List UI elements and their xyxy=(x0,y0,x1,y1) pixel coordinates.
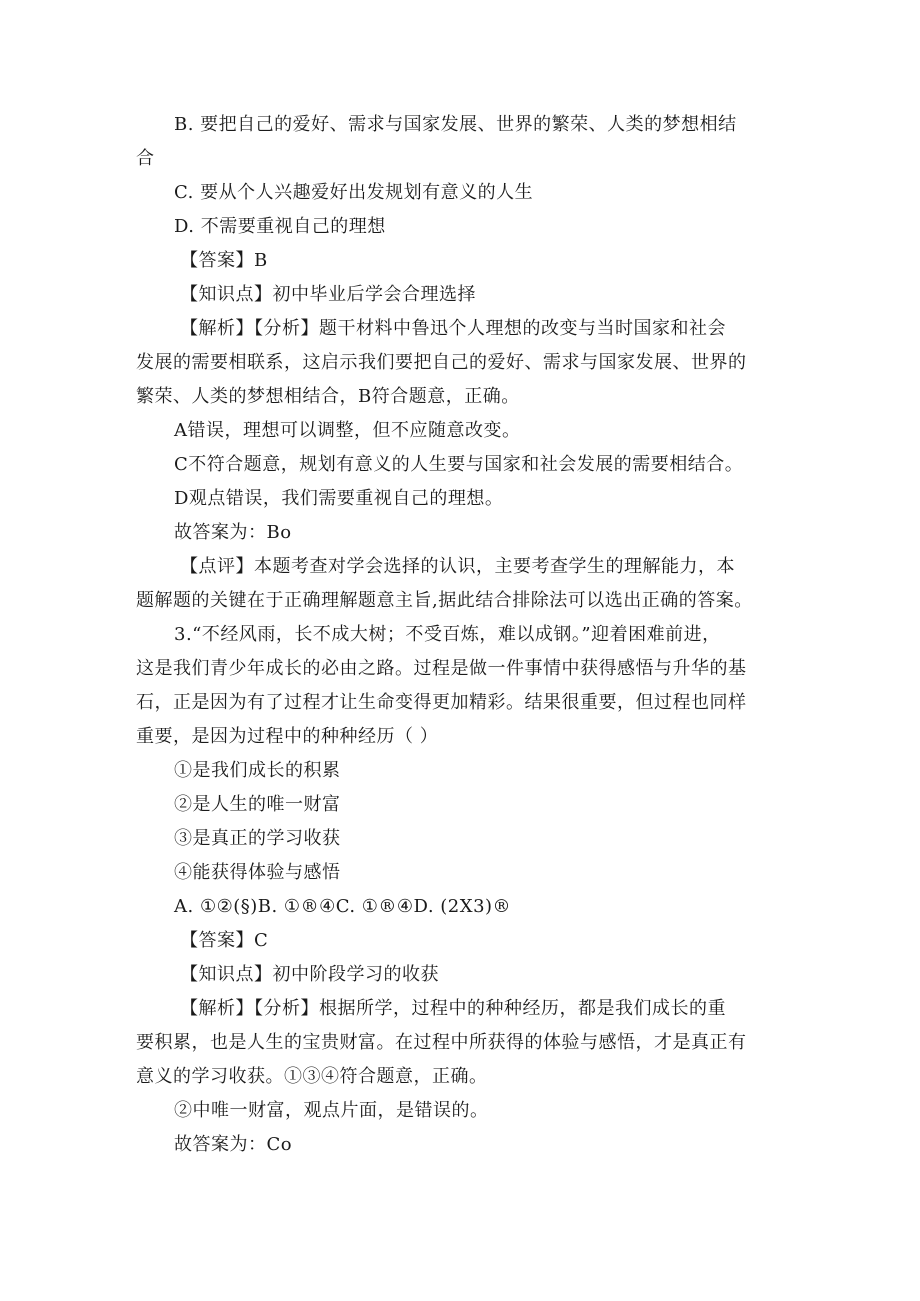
analysis-d: D观点错误，我们需要重视自己的理想。 xyxy=(174,488,504,509)
analysis-line-2: 发展的需要相联系，这启示我们要把自己的爱好、需求与国家发展、世界的 xyxy=(136,352,747,373)
final-answer: 故答案为：Bo xyxy=(174,522,292,543)
statement-2: ②是人生的唯一财富 xyxy=(174,794,341,815)
analysis-2-line-1: 【解析】【分析】根据所学，过程中的种种经历，都是我们成长的重 xyxy=(180,998,726,1019)
statement-1: ①是我们成长的积累 xyxy=(174,760,341,781)
analysis-line-3: 繁荣、人类的梦想相结合，B符合题意，正确。 xyxy=(136,386,520,407)
knowledge-point: 【知识点】初中毕业后学会合理选择 xyxy=(180,284,476,305)
analysis-2-line-3: 意义的学习收获。①③④符合题意，正确。 xyxy=(136,1066,488,1087)
option-c: C. 要从个人兴趣爱好出发规划有意义的人生 xyxy=(174,182,534,203)
option-b-line-1: B. 要把自己的爱好、需求与国家发展、世界的繁荣、人类的梦想相结 xyxy=(174,114,737,135)
question-3-line-3: 石，正是因为有了过程才让生命变得更加精彩。结果很重要，但过程也同样 xyxy=(136,692,747,713)
statement-3: ③是真正的学习收获 xyxy=(174,828,341,849)
analysis-2-line-2: 要积累，也是人生的宝贵财富。在过程中所获得的体验与感悟，才是真正有 xyxy=(136,1032,747,1053)
analysis-line-1: 【解析】【分析】题干材料中鲁迅个人理想的改变与当时国家和社会 xyxy=(180,318,726,339)
option-d: D. 不需要重视自己的理想 xyxy=(174,216,386,237)
statement-4: ④能获得体验与感悟 xyxy=(174,862,341,883)
answer-label-2: 【答案】C xyxy=(180,930,269,951)
analysis-2-line-4: ②中唯一财富，观点片面，是错误的。 xyxy=(174,1100,489,1121)
final-answer-2: 故答案为：Co xyxy=(174,1134,293,1155)
comment-line-1: 【点评】本题考查对学会选择的认识，主要考查学生的理解能力，本 xyxy=(180,556,735,577)
analysis-c: C不符合题意，规划有意义的人生要与国家和社会发展的需要相结合。 xyxy=(174,454,744,475)
question-3-line-2: 这是我们青少年成长的必由之路。过程是做一件事情中获得感悟与升华的基 xyxy=(136,658,747,679)
comment-line-2: 题解题的关键在于正确理解题意主旨,据此结合排除法可以选出正确的答案。 xyxy=(136,590,753,611)
knowledge-point-2: 【知识点】初中阶段学习的收获 xyxy=(180,964,439,985)
option-b-line-2: 合 xyxy=(136,148,155,169)
question-3-line-4: 重要，是因为过程中的种种经历（ ） xyxy=(136,726,439,747)
question-3-line-1: 3.“不经风雨，长不成大树；不受百炼，难以成钢。”迎着困难前进， xyxy=(174,624,721,645)
answer-label: 【答案】B xyxy=(180,250,268,271)
analysis-a: A错误，理想可以调整，但不应随意改变。 xyxy=(174,420,521,441)
choices-line: A. ①②(§)B. ①®④C. ①®④D. (2X3)® xyxy=(174,896,512,917)
